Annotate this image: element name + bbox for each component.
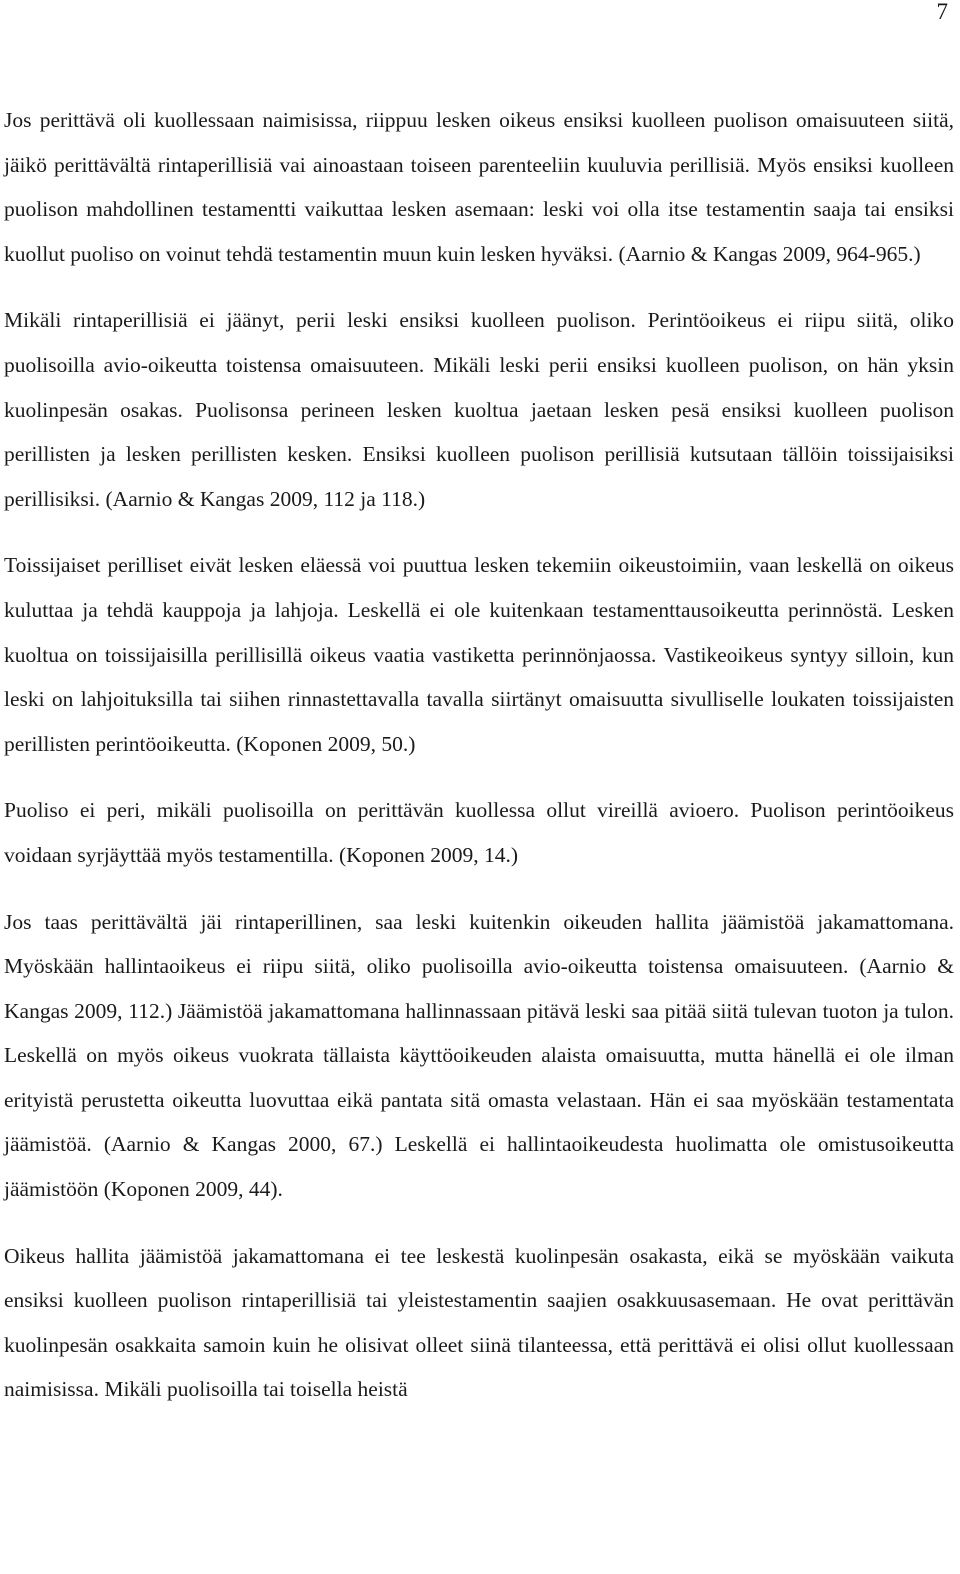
paragraph-no-descendants: Mikäli rintaperillisiä ei jäänyt, perii leski ensiksi kuolleen puolison. Perintöoikeus ei riipu siitä, oliko puolisoilla avio-oikeutta toistensa omaisuuteen. Mikäli leski perii ensiksi kuolleen puolison, on hän yksin kuolinpesän osakas. Puolisonsa perineen lesken kuoltua jaetaan lesken pesä ensiksi kuolleen puolison perillisten ja lesken perillisten kesken. Ensiksi kuolleen puolison perillisiä kutsutaan tällöin toissijaisiksi perillisiksi. (Aarnio & Kangas 2009, 112 ja 118.) (4, 308, 954, 511)
paragraph-secondary-heirs: Toissijaiset perilliset eivät lesken eläessä voi puuttua lesken tekemiin oikeustoimiin, vaan leskellä on oikeus kuluttaa ja tehdä kauppoja ja lahjoja. Leskellä ei ole kuitenkaan testamenttausoikeutta perinnöstä. Lesken kuoltua on toissijaisilla perillisillä oikeus vaatia vastiketta perinnönjaossa. Vastikeoikeus syntyy silloin, kun leski on lahjoituksilla tai siihen rinnastettavalla tavalla siirtänyt omaisuutta sivulliselle loukaten toissijaisten perillisten perintöoikeutta. (Koponen 2009, 50.) (4, 553, 954, 756)
paragraph-divorce: Puoliso ei peri, mikäli puolisoilla on perittävän kuollessa ollut vireillä avioero. Puolison perintöoikeus voidaan syrjäyttää myös testamentilla. (Koponen 2009, 14.) (4, 798, 954, 867)
document-body (4, 98, 954, 1412)
paragraph-spouse-rights: Jos perittävä oli kuollessaan naimisissa, riippuu lesken oikeus ensiksi kuolleen puolison omaisuuteen siitä, jäikö perittävältä rintaperillisiä vai ainoastaan toiseen parenteeliin kuuluvia perillisiä. Myös ensiksi kuolleen puolison mahdollinen testamentti vaikuttaa lesken asemaan: leski voi olla itse testamentin saaja tai ensiksi kuollut puoliso on voinut tehdä testamentin muun kuin lesken hyväksi. (Aarnio & Kangas 2009, 964-965.) (4, 108, 954, 266)
paragraph-estate-shareholder: Oikeus hallita jäämistöä jakamattomana ei tee leskestä kuolinpesän osakasta, eikä se myöskään vaikuta ensiksi kuolleen puolison rintaperillisiä tai yleistestamentin saajien osakkuusasemaan. He ovat perittävän kuolinpesän osakkaita samoin kuin he olisivat olleet siinä tilanteessa, että perittävä ei olisi ollut kuollessaan naimisissa. Mikäli puolisoilla tai toisella heistä (4, 1243, 954, 1402)
paragraph-undivided-estate: Jos taas perittävältä jäi rintaperillinen, saa leski kuitenkin oikeuden hallita jäämistöä jakamattomana. Myöskään hallintaoikeus ei riipu siitä, oliko puolisoilla avio-oikeutta toistensa omaisuuteen. (Aarnio & Kangas 2009, 112.) Jäämistöä jakamattomana hallinnassaan pitävä leski saa pitää siitä tulevan tuoton ja tulon. Leskellä on myös oikeus vuokrata tällaista käyttöoikeuden alaista omaisuutta, mutta hänellä ei ole ilman erityistä perustetta oikeutta luovuttaa eikä pantata sitä omasta velastaan. Hän ei saa myöskään testamentata jäämistöä. (Aarnio & Kangas 2000, 67.) Leskellä ei hallintaoikeudesta huolimatta ole omistusoikeutta jäämistöön (Koponen 2009, 44). (4, 909, 954, 1202)
page-number: 7 (936, 0, 948, 24)
